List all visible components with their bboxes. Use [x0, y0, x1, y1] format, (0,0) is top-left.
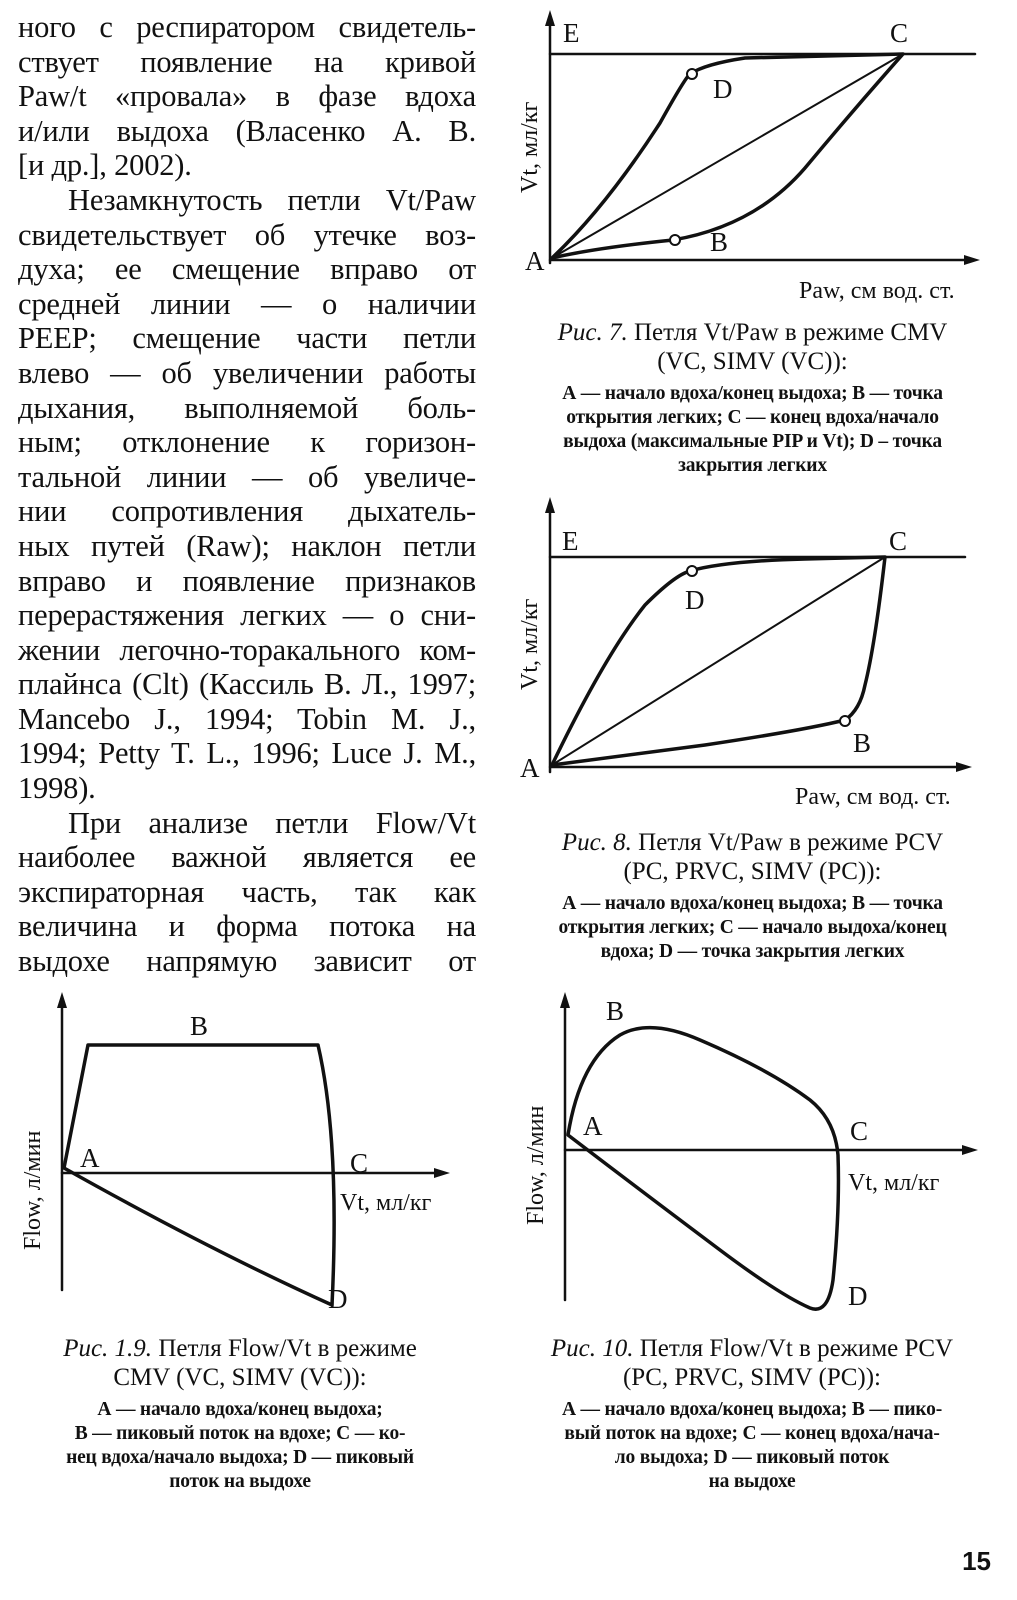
- text-line: средней линии — о наличии: [18, 286, 476, 321]
- label-c: C: [850, 1116, 869, 1146]
- text-line: нии сопротивления дыхатель-: [18, 494, 476, 529]
- text-line: ного с респиратором свидетель-: [18, 10, 476, 44]
- text-line: величина и форма потока на: [18, 909, 476, 944]
- caption-legend: А — начало вдоха/конец выдоха; В — точка открытия легких; С — начало выдоха/конец вдоха; D — точка закрытия легких: [558, 893, 947, 962]
- caption-title: Рис. 8. Петля Vt/Paw в режиме PCV: [561, 829, 944, 856]
- label-b: B: [710, 227, 729, 257]
- paragraph-2: [18, 183, 476, 806]
- y-axis-arrow-icon: [560, 992, 570, 1008]
- y-axis-label: Flow, л/мин: [20, 1130, 46, 1250]
- point-d-marker: [687, 69, 697, 79]
- y-axis-label: Flow, л/мин: [523, 1105, 549, 1225]
- caption-title: (PC, PRVC, SIMV (PC)):: [623, 858, 882, 885]
- y-axis-label: Vt, мл/кг: [517, 598, 543, 690]
- caption-title: (VC, SIMV (VC)):: [657, 348, 848, 375]
- text-line: влево — об увеличении работы: [18, 355, 476, 390]
- label-c: C: [889, 526, 908, 556]
- figure-8-diagram: [505, 495, 1005, 815]
- label-b: B: [853, 728, 872, 758]
- text-line: свидетельствует об утечке воз-: [18, 217, 476, 252]
- text-line: 1994; Petty T. L., 1996; Luce J. M.,: [18, 736, 476, 771]
- caption-legend: А — начало вдоха/конец выдоха; В — пико- вый поток на вдохе; С — конец вдоха/нача- ло выдоха; D — пиковый поток на выдохе: [561, 1399, 943, 1492]
- figure-1-9: [10, 990, 480, 1320]
- text-line: ствует появление на кривой: [18, 44, 476, 79]
- y-axis-arrow-icon: [545, 10, 555, 26]
- y-axis-label: Vt, мл/кг: [517, 101, 543, 193]
- figure-8: [505, 495, 1005, 815]
- caption-title: Рис. 10. Петля Flow/Vt в режиме PCV: [550, 1335, 954, 1362]
- text-line: перерастяжения легких — о сни-: [18, 598, 476, 633]
- text-line: 1998).: [18, 771, 96, 806]
- text-line: Незамкнутость петли Vt/Paw: [68, 182, 476, 217]
- x-axis-arrow-icon: [434, 1168, 450, 1178]
- x-axis-label: Vt, мл/кг: [340, 1190, 432, 1216]
- x-axis-arrow-icon: [956, 762, 972, 772]
- text-line: PEEP; смещение части петли: [18, 321, 476, 356]
- figure-7-diagram: [505, 8, 1005, 308]
- paragraph-3: [18, 806, 476, 979]
- figure-10-diagram: [510, 990, 1005, 1330]
- label-d: D: [328, 1284, 348, 1314]
- caption-legend: А — начало вдоха/конец выдоха; В — пиковый поток на вдохе; С — ко- нец вдоха/начало выдоха; D — пиковый поток на выдохе: [66, 1399, 414, 1492]
- point-b-marker: [840, 716, 850, 726]
- caption-title: CMV (VC, SIMV (VC)):: [113, 1364, 367, 1391]
- text-line: дыхания, выполняемой боль-: [18, 390, 476, 425]
- paragraph-1: [18, 10, 476, 183]
- point-d-marker: [687, 566, 697, 576]
- text-line: При анализе петли Flow/Vt: [68, 805, 476, 840]
- text-line: вправо и появление признаков: [18, 563, 476, 598]
- x-axis-arrow-icon: [964, 255, 980, 265]
- text-line: Paw/t «провала» в фазе вдоха: [18, 79, 476, 114]
- loop-curve: [568, 1028, 838, 1310]
- y-axis-arrow-icon: [57, 992, 67, 1008]
- label-a: A: [525, 246, 545, 276]
- label-b: B: [190, 1011, 209, 1041]
- text-line: наиболее важной является ее: [18, 840, 476, 875]
- text-line: Mancebo J., 1994; Tobin M. J.,: [18, 701, 476, 736]
- figure-1-9-diagram: [10, 990, 480, 1320]
- label-b: B: [606, 996, 625, 1026]
- diagonal-line: [552, 557, 885, 765]
- label-d: D: [685, 585, 705, 615]
- figure-10-caption: [497, 1334, 1007, 1494]
- text-line: духа; ее смещение вправо от: [18, 252, 476, 287]
- text-line: и/или выдоха (Власенко А. В.: [18, 113, 476, 148]
- loop-curve: [64, 1045, 334, 1305]
- figure-10: [510, 990, 1005, 1330]
- label-d: D: [713, 74, 733, 104]
- text-line: ным; отклонение к горизон-: [18, 425, 476, 460]
- label-d: D: [848, 1281, 868, 1311]
- label-c: C: [890, 18, 909, 48]
- figure-7: [505, 8, 1005, 308]
- main-text: [18, 10, 476, 979]
- figure-8-caption: [500, 828, 1005, 964]
- point-b-marker: [670, 235, 680, 245]
- x-axis-label: Paw, см вод. ст.: [795, 784, 951, 810]
- text-line: жении легочно-торакального ком-: [18, 632, 476, 667]
- x-axis-label: Vt, мл/кг: [848, 1170, 940, 1196]
- figure-7-caption: [500, 318, 1005, 478]
- caption-title: Рис. 1.9. Петля Flow/Vt в режиме: [63, 1335, 417, 1362]
- caption-title: Рис. 7. Петля Vt/Paw в режиме CMV: [557, 319, 948, 346]
- label-a: A: [520, 753, 540, 783]
- text-line: экспираторная часть, так как: [18, 874, 476, 909]
- label-e: E: [563, 18, 580, 48]
- x-axis-label: Paw, см вод. ст.: [799, 278, 955, 304]
- caption-legend: А — начало вдоха/конец выдоха; В — точка открытия легких; С — конец вдоха/начало выдоха (максимальные PIP и Vt); D – точка закрытия легких: [562, 383, 943, 476]
- caption-title: (PC, PRVC, SIMV (PC)):: [622, 1364, 882, 1391]
- text-line: [и др.], 2002).: [18, 148, 192, 183]
- y-axis-arrow-icon: [545, 497, 555, 513]
- x-axis-arrow-icon: [962, 1145, 978, 1155]
- label-e: E: [562, 526, 579, 556]
- text-line: плайнса (Clt) (Кассиль В. Л., 1997;: [18, 667, 476, 702]
- label-a: A: [583, 1111, 603, 1141]
- figure-1-9-caption: [5, 1334, 475, 1494]
- text-line: выдохе напрямую зависит от: [18, 944, 476, 979]
- label-a: A: [80, 1143, 100, 1173]
- text-line: тальной линии — об увеличе-: [18, 459, 476, 494]
- label-c: C: [350, 1148, 369, 1178]
- text-line: ных путей (Raw); наклон петли: [18, 528, 476, 563]
- page-number: 15: [962, 1546, 991, 1576]
